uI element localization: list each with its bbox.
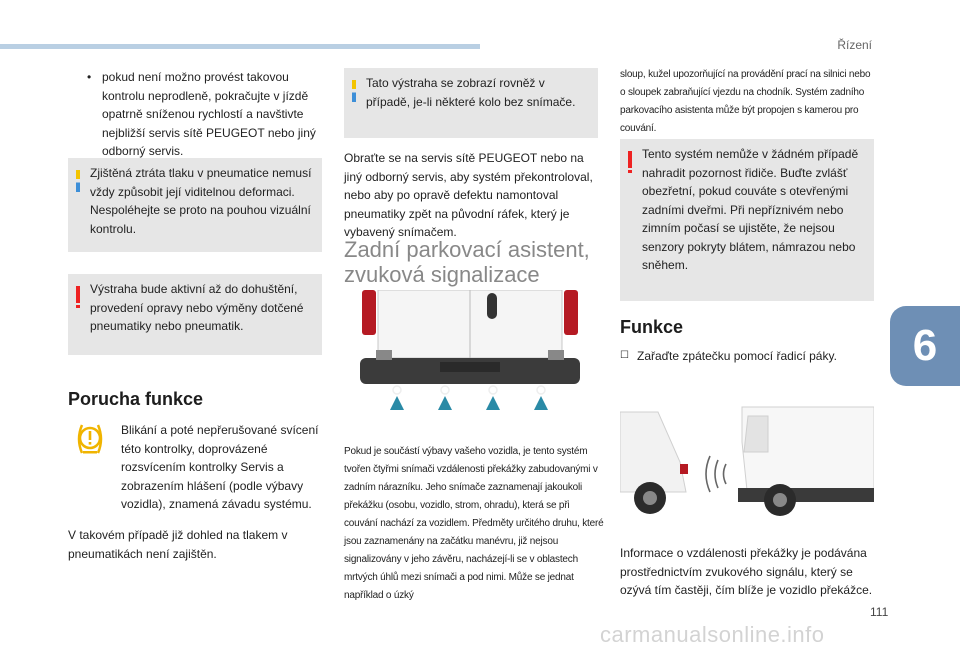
step-text: Zařaďte zpátečku pomocí řadicí páky. (637, 349, 837, 363)
section-title: Řízení (837, 38, 872, 52)
chapter-tab: 6 (890, 306, 960, 386)
heading-porucha-funkce: Porucha funkce (68, 389, 204, 409)
parking-description: Pokud je součástí výbavy vašeho vozidla, je tento systém tvořen čtyřmi snímači vzdálenosti překážky zabudovanými v zadním nárazníku. Jeho snímače zaznamenají jakoukoli překážku (osobu, vozidlo, strom, ohradu), která se při couvání nachází za vozidlem. Předměty určitého druhu, které jsou zaznamenány na začátku manévru, již nejsou signalizovány v jeho závěru, nacházejí-li se v oblastech mrtvých úhlů mezi snímači a pod nimi. Může se jednat například o úzký (344, 446, 604, 601)
warning-note-2-text: Tento systém nemůže v žádném případě nahradit pozornost řidiče. Buďte zvlášť obezřetní, pokud couváte s otevřenými zadními dveřmi. Při nepříznivém nebo zimním počasí se ujistěte, že nejsou senzory pokryty blátem, námrazou nebo sněhem. (642, 147, 859, 272)
info-icon (352, 80, 356, 102)
continued-paragraph: sloup, kužel upozorňující na provádění prací na silnici nebo o sloupek zabraňující vjezdu na chodník. Systém zadního parkovacího asistenta může být propojen s kamerou pro couvání. (620, 69, 871, 134)
reversing-illustration (620, 402, 874, 522)
funkce-footer-text: Informace o vzdálenosti překážky je podávána prostřednictvím zvukového signálu, který se ozývá tím častěji, čím blíže je vozidlo překážce. (620, 546, 873, 597)
rear-bumper-illustration (360, 290, 580, 418)
heading-parking-assist (344, 237, 604, 287)
heading-line-2: zvuková signalizace (344, 262, 540, 287)
bullet-text: pokud není možno provést takovou kontrolu neprodleně, pokračujte v jízdě opatrně sníženou rychlostí a navštivte nejbližší servis sítě PEUGEOT nebo jiný odborný servis. (102, 70, 316, 158)
info-note-2-text: Tato výstraha se zobrazí rovněž v případě, je-li některé kolo bez snímače. (366, 76, 576, 109)
page-number: 111 (870, 605, 889, 619)
exclamation-icon (76, 286, 80, 308)
watermark: carmanualsonline.info (600, 622, 825, 647)
heading-funkce: Funkce (620, 317, 684, 337)
porucha-text: Blikání a poté nepřerušované svícení této kontrolky, doprovázené rozsvícením kontrolky Servis a zobrazením hlášení (podle výbavy vozidla), znamená závadu systému. (121, 423, 319, 511)
info-note-2 (344, 68, 598, 138)
step-item (620, 347, 876, 366)
info-note (68, 158, 322, 252)
bullet-item (74, 68, 324, 161)
service-paragraph: Obraťte se na servis sítě PEUGEOT nebo na jiný odborný servis, aby systém překontroloval, nebo aby po opravě defektu namontoval pneumatiky zpět na původní ráfek, který je vybavený snímačem. (344, 151, 593, 239)
heading-line-1: Zadní parkovací asistent, (344, 237, 590, 262)
checkbox-bullet-icon: ☐ (620, 350, 629, 361)
info-note-text: Zjištěná ztráta tlaku v pneumatice nemusí vždy způsobit její viditelnou deformaci. Nespoléhejte se proto na pouhou vizuální kontrolu. (90, 166, 312, 236)
exclamation-icon (628, 151, 632, 173)
porucha-footer-text: V takovém případě již dohled na tlakem v pneumatikách není zajištěn. (68, 528, 288, 561)
warning-note (68, 274, 322, 355)
warning-note-2 (620, 139, 874, 301)
header-accent-bar (0, 44, 480, 49)
bullet-icon: • (87, 70, 92, 84)
info-icon (76, 170, 80, 192)
warning-lamp-icon (72, 421, 108, 459)
warning-note-text: Výstraha bude aktivní až do dohuštění, provedení opravy nebo výměny dotčené pneumatiky nebo pneumatik. (90, 282, 304, 333)
